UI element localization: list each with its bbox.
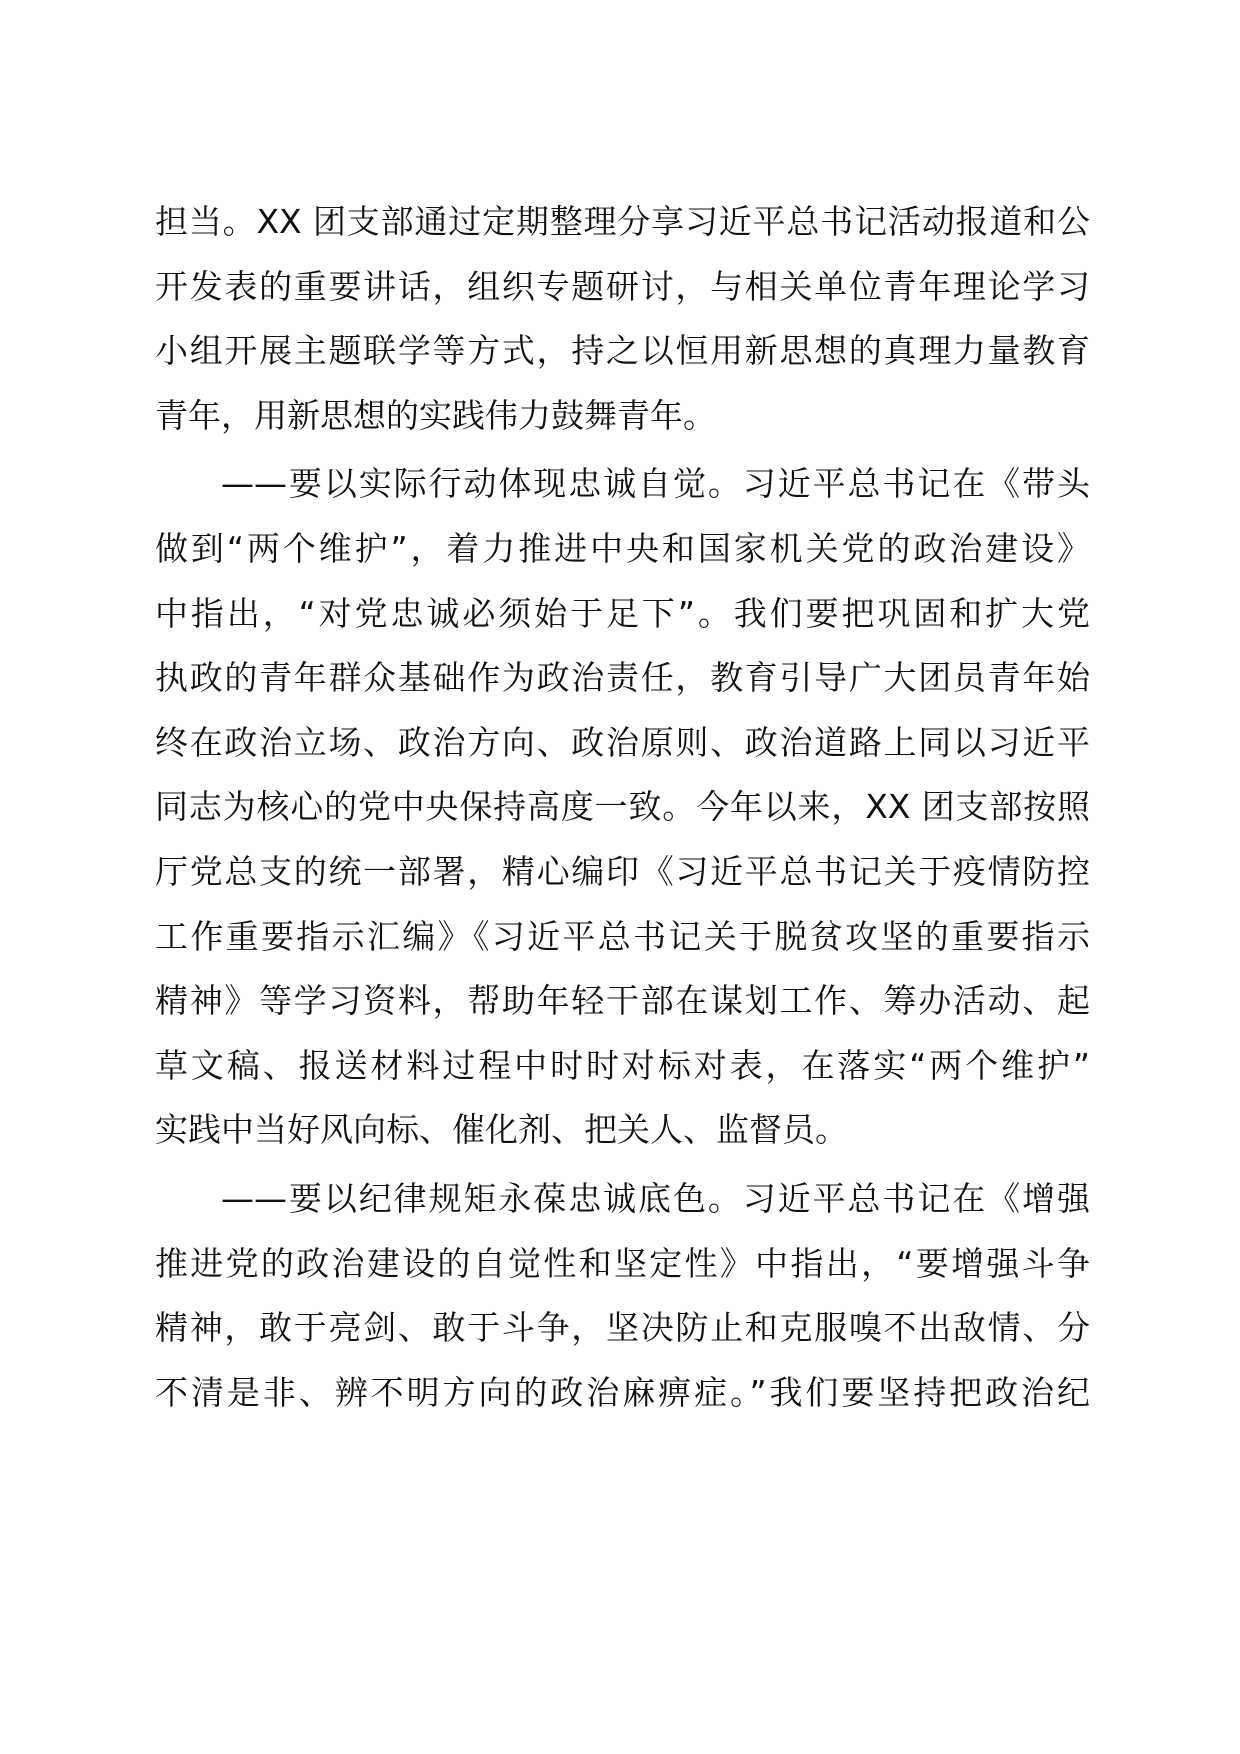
text-line: 小组开展主题联学等方式，持之以恒用新思想的真理力量教育 [155, 331, 1090, 371]
text-line: 开发表的重要讲话，组织专题研讨，与相关单位青年理论学习 [155, 266, 1090, 306]
text-line: ——要以纪律规矩永葆忠诚底色。习近平总书记在《增强 [221, 1178, 1090, 1218]
text-line: 精神，敢于亮剑、敢于斗争，坚决防止和克服嗅不出敌情、分 [155, 1308, 1090, 1348]
text-line: 草文稿、报送材料过程中时时对标对表，在落实“两个维护” [155, 1045, 1090, 1085]
text-line: 中指出，“对党忠诚必须始于足下”。我们要把巩固和扩大党 [155, 593, 1090, 633]
text-line: 执政的青年群众基础作为政治责任，教育引导广大团员青年始 [155, 658, 1090, 698]
text-line: 青年，用新思想的实践伟力鼓舞青年。 [155, 395, 716, 435]
text-line: 推进党的政治建设的自觉性和坚定性》中指出，“要增强斗争 [155, 1243, 1090, 1283]
text-line: 实践中当好风向标、催化剂、把关人、监督员。 [155, 1110, 848, 1150]
text-line: 精神》等学习资料，帮助年轻干部在谋划工作、筹办活动、起 [155, 981, 1090, 1021]
text-line: 担当。XX 团支部通过定期整理分享习近平总书记活动报道和公 [155, 202, 1090, 241]
text-line: ——要以实际行动体现忠诚自觉。习近平总书记在《带头 [221, 464, 1090, 504]
text-line: 不清是非、辨不明方向的政治麻痹症。”我们要坚持把政治纪 [155, 1372, 1090, 1412]
paragraph-1 [155, 190, 1090, 448]
text-line: 厅党总支的统一部署，精心编印《习近平总书记关于疫情防控 [155, 851, 1090, 891]
paragraph-3 [155, 1167, 1090, 1425]
text-line: 工作重要指示汇编》《习近平总书记关于脱贫攻坚的重要指示 [155, 916, 1090, 956]
text-line: 做到“两个维护”，着力推进中央和国家机关党的政治建设》 [155, 528, 1090, 568]
document-body [155, 190, 1090, 1429]
paragraph-2 [155, 452, 1090, 1163]
text-line: 终在政治立场、政治方向、政治原则、政治道路上同以习近平 [155, 722, 1090, 762]
text-line: 同志为核心的党中央保持高度一致。今年以来，XX 团支部按照 [155, 787, 1090, 827]
